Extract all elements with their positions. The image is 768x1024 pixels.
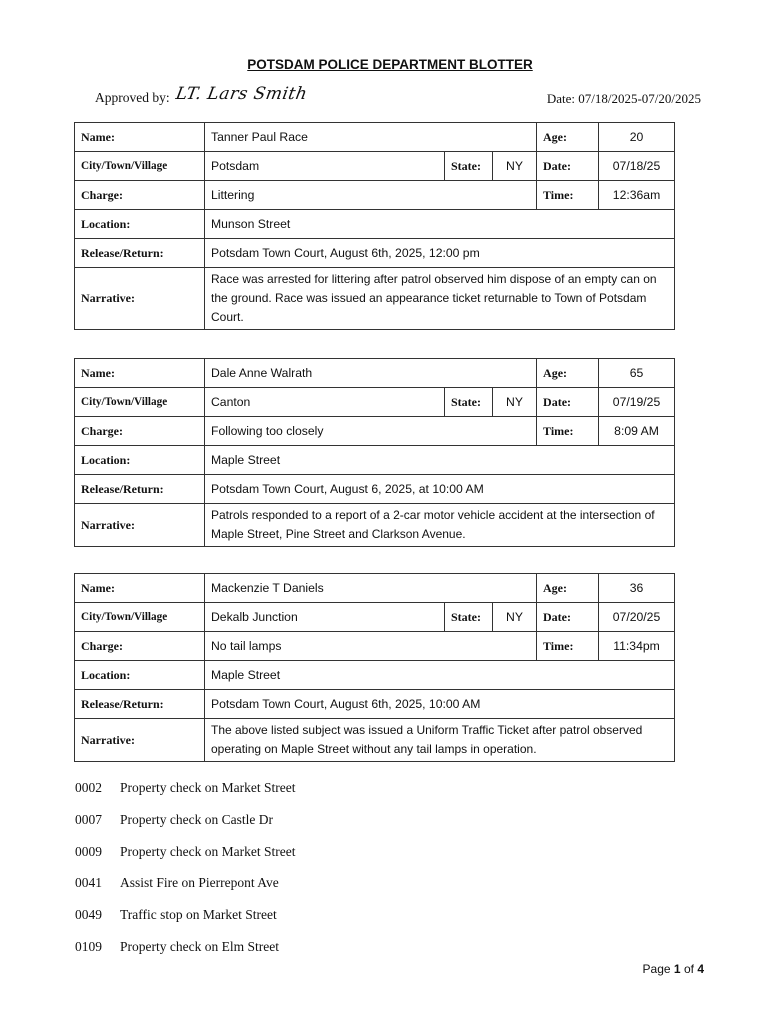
- record-row-name: [75, 574, 675, 603]
- call-description: Property check on Elm Street: [120, 938, 279, 954]
- location-value: Maple Street: [205, 446, 675, 475]
- page-title: POTSDAM POLICE DEPARTMENT BLOTTER: [247, 57, 533, 72]
- call-log-list: [75, 780, 295, 971]
- record-row-release: [75, 475, 675, 504]
- location-label: Location:: [75, 661, 205, 690]
- date-label: Date:: [537, 388, 599, 417]
- narrative-value: Race was arrested for littering after patrol observed him dispose of an empty can on the ground. Race was issued an appearance ticket returnable to Town of Potsdam Court.: [205, 268, 675, 330]
- narrative-label: Narrative:: [75, 268, 205, 330]
- state-value: NY: [493, 388, 537, 417]
- call-code: 0009: [75, 843, 102, 859]
- name-value: Tanner Paul Race: [205, 123, 537, 152]
- page-total: 4: [697, 962, 704, 976]
- time-value: 8:09 AM: [599, 417, 675, 446]
- location-label: Location:: [75, 210, 205, 239]
- record-row-charge: [75, 181, 675, 210]
- page-number: [643, 962, 704, 976]
- state-label: State:: [445, 152, 493, 181]
- time-label: Time:: [537, 417, 599, 446]
- location-value: Munson Street: [205, 210, 675, 239]
- age-label: Age:: [537, 123, 599, 152]
- time-value: 12:36am: [599, 181, 675, 210]
- age-label: Age:: [537, 574, 599, 603]
- release-label: Release/Return:: [75, 690, 205, 719]
- narrative-value: The above listed subject was issued a Uniform Traffic Ticket after patrol observed operating on Maple Street without any tail lamps in operation.: [205, 719, 675, 762]
- state-label: State:: [445, 388, 493, 417]
- record-row-location: [75, 210, 675, 239]
- state-value: NY: [493, 152, 537, 181]
- city-label: City/Town/Village: [75, 388, 205, 417]
- record-row-name: [75, 123, 675, 152]
- name-value: Dale Anne Walrath: [205, 359, 537, 388]
- time-label: Time:: [537, 632, 599, 661]
- record-row-name: [75, 359, 675, 388]
- record-row-narrative: [75, 719, 675, 762]
- record-row-city: [75, 603, 675, 632]
- call-code: 0002: [75, 780, 102, 795]
- narrative-value: Patrols responded to a report of a 2-car motor vehicle accident at the intersection of Maple Street, Pine Street and Clarkson Avenue.: [205, 504, 675, 547]
- call-code: 0041: [75, 875, 102, 891]
- record-row-location: [75, 446, 675, 475]
- page-word: Page: [642, 962, 671, 976]
- city-label: City/Town/Village: [75, 603, 205, 632]
- city-value: Potsdam: [205, 152, 445, 181]
- call-description: Property check on Castle Dr: [120, 811, 273, 827]
- record-row-release: [75, 690, 675, 719]
- approved-by-label: Approved by:: [95, 90, 170, 105]
- call-description: Property check on Market Street: [120, 843, 296, 859]
- report-date-range: Date: 07/18/2025-07/20/2025: [546, 91, 701, 106]
- location-label: Location:: [75, 446, 205, 475]
- blotter-record-1: [74, 122, 675, 330]
- charge-label: Charge:: [75, 632, 205, 661]
- call-code: 0109: [75, 938, 102, 954]
- release-value: Potsdam Town Court, August 6th, 2025, 12:00 pm: [205, 239, 675, 268]
- date-value: 07/19/25: [599, 388, 675, 417]
- age-value: 36: [599, 574, 675, 603]
- time-value: 11:34pm: [599, 632, 675, 661]
- release-label: Release/Return:: [75, 475, 205, 504]
- blotter-record-3: [74, 573, 675, 762]
- page-current: 1: [673, 962, 681, 976]
- release-label: Release/Return:: [75, 239, 205, 268]
- call-log-item: [75, 875, 295, 907]
- record-row-charge: [75, 417, 675, 446]
- state-label: State:: [445, 603, 493, 632]
- age-value: 20: [599, 123, 675, 152]
- call-description: Traffic stop on Market Street: [120, 907, 277, 923]
- record-row-release: [75, 239, 675, 268]
- call-log-item: [75, 939, 295, 971]
- narrative-label: Narrative:: [75, 719, 205, 762]
- record-row-narrative: [75, 504, 675, 547]
- call-log-item: [75, 907, 295, 939]
- charge-value: Littering: [205, 181, 537, 210]
- state-value: NY: [493, 603, 537, 632]
- date-label: Date:: [537, 603, 599, 632]
- city-value: Canton: [205, 388, 445, 417]
- time-label: Time:: [537, 181, 599, 210]
- charge-label: Charge:: [75, 417, 205, 446]
- date-label: Date:: [537, 152, 599, 181]
- call-log-item: [75, 844, 295, 876]
- age-label: Age:: [537, 359, 599, 388]
- charge-label: Charge:: [75, 181, 205, 210]
- record-row-charge: [75, 632, 675, 661]
- release-value: Potsdam Town Court, August 6, 2025, at 10:00 AM: [205, 475, 675, 504]
- city-value: Dekalb Junction: [205, 603, 445, 632]
- name-label: Name:: [75, 123, 205, 152]
- charge-value: No tail lamps: [205, 632, 537, 661]
- release-value: Potsdam Town Court, August 6th, 2025, 10:00 AM: [205, 690, 675, 719]
- charge-value: Following too closely: [205, 417, 537, 446]
- age-value: 65: [599, 359, 675, 388]
- city-label: City/Town/Village: [75, 152, 205, 181]
- call-code: 0007: [75, 811, 102, 827]
- date-value: 07/18/25: [599, 152, 675, 181]
- approver-signature: LT. Lars Smith: [174, 84, 309, 104]
- name-label: Name:: [75, 359, 205, 388]
- call-code: 0049: [75, 907, 102, 923]
- call-log-item: [75, 812, 295, 844]
- call-description: Assist Fire on Pierrepont Ave: [120, 875, 279, 891]
- location-value: Maple Street: [205, 661, 675, 690]
- call-log-item: [75, 780, 295, 812]
- record-row-narrative: [75, 268, 675, 330]
- name-value: Mackenzie T Daniels: [205, 574, 537, 603]
- record-row-location: [75, 661, 675, 690]
- blotter-record-2: [74, 358, 675, 547]
- of-word: of: [683, 962, 694, 976]
- name-label: Name:: [75, 574, 205, 603]
- call-description: Property check on Market Street: [120, 780, 296, 795]
- narrative-label: Narrative:: [75, 504, 205, 547]
- date-value: 07/20/25: [599, 603, 675, 632]
- record-row-city: [75, 152, 675, 181]
- record-row-city: [75, 388, 675, 417]
